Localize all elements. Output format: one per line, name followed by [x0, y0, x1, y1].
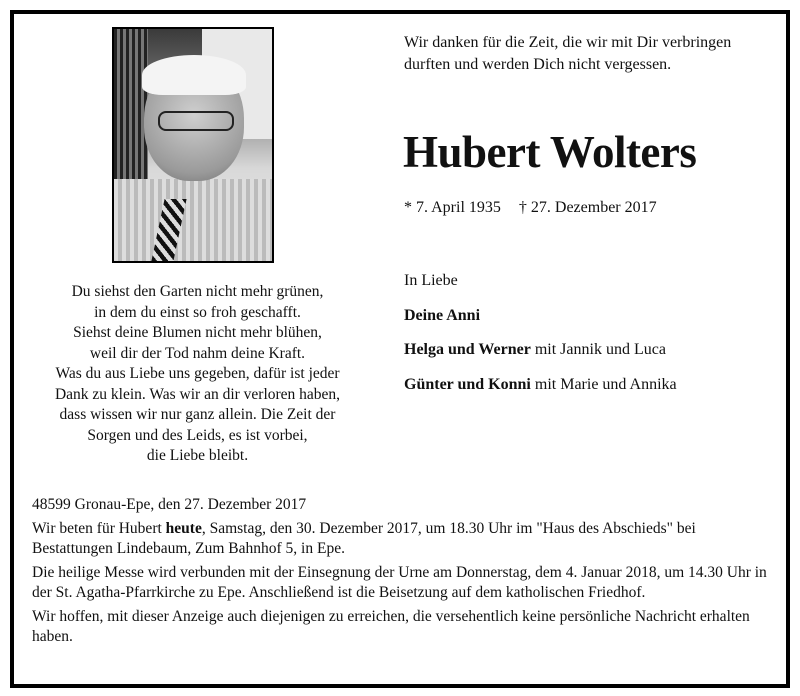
poem-line: Was du aus Liebe uns gegeben, dafür ist jeder [55, 365, 340, 382]
prayer-text: Wir beten für Hubert [32, 520, 166, 537]
poem-line: die Liebe bleibt. [146, 447, 249, 464]
poem-line: in dem du einst so froh geschafft. [94, 303, 301, 321]
life-dates [404, 199, 657, 217]
family-member: Deine Anni [404, 306, 481, 324]
family-children: mit Marie und Annika [530, 375, 677, 393]
family-member: Helga und Werner [404, 341, 531, 358]
family-line [404, 368, 677, 403]
prayer-day: heute [165, 520, 202, 537]
family-member: Günter und Konni [404, 375, 531, 393]
prayer-notice [32, 519, 772, 559]
closing-note: Wir hoffen, mit dieser Anzeige auch diejenigen zu erreichen, die versehentlich keine persönliche Nachricht erhalten haben. [32, 608, 750, 645]
poem-line: dass wissen wir nur ganz allein. Die Zeit der [59, 406, 336, 423]
poem-line: Sorgen und des Leids, es ist vorbei, [87, 426, 308, 444]
family-intro: In Liebe [404, 272, 458, 289]
gratitude-quote [404, 32, 764, 76]
poem-line: Du siehst den Garten nicht mehr grünen, [71, 283, 324, 300]
quote-line: durften und werden Dich nicht vergessen. [404, 56, 672, 73]
mass-notice: Die heilige Messe wird verbunden mit der Einsegnung der Urne am Donnerstag, dem 4. Januar 2018, um 14.30 Uhr in der St. Agatha-Pfarrkirche zu Epe. Anschließend ist die Beisetzung auf dem katholischen Friedhof. [32, 564, 767, 601]
family-signatures [404, 264, 677, 402]
announcement-details [32, 495, 772, 651]
place-date: 48599 Gronau-Epe, den 27. Dezember 2017 [32, 496, 307, 513]
poem-line: Dank zu klein. Was wir an dir verloren haben, [54, 385, 341, 403]
memorial-poem [20, 282, 375, 467]
photo-glasses [158, 111, 234, 131]
family-children: mit Jannik und Luca [530, 341, 666, 358]
family-line [404, 333, 677, 368]
photo-hair [142, 55, 246, 95]
birth-date: * 7. April 1935 [404, 199, 501, 216]
deceased-name: Hubert Wolters [403, 127, 697, 177]
poem-line: weil dir der Tod nahm deine Kraft. [89, 344, 306, 362]
poem-line: Siehst deine Blumen nicht mehr blühen, [73, 324, 322, 341]
prayer-text: , Samstag, den 30. Dezember 2017, um 18.30 Uhr im "Haus des Abschieds" bei Bestattungen Lindebaum, Zum Bahnhof 5, in Epe. [32, 520, 696, 557]
quote-line: Wir danken für die Zeit, die wir mit Dir verbringen [404, 34, 732, 51]
death-date: † 27. Dezember 2017 [518, 199, 657, 216]
portrait-photo [112, 27, 274, 263]
photo-shirt [114, 179, 272, 261]
